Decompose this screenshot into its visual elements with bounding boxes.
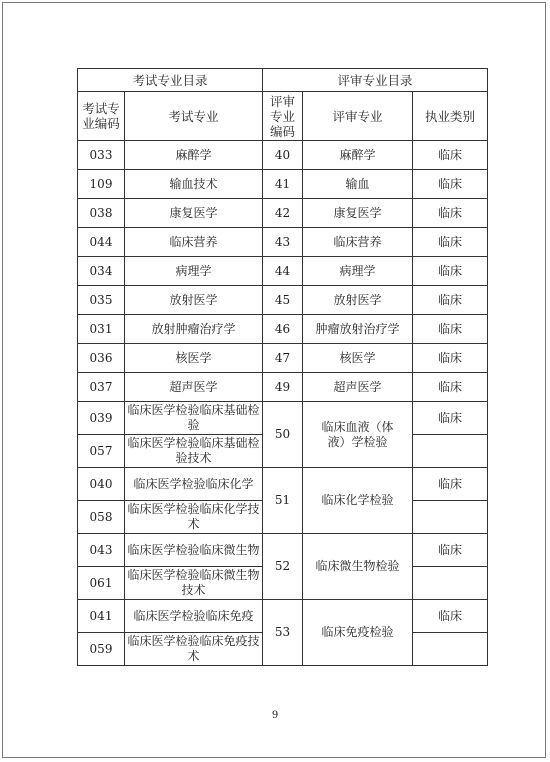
exam-code-cell: 058 bbox=[78, 501, 125, 534]
category-header: 执业类别 bbox=[413, 92, 488, 141]
category-cell-empty bbox=[413, 567, 488, 600]
review-major-cell: 临床微生物检验 bbox=[303, 534, 413, 600]
review-code-header: 评审专业编码 bbox=[263, 92, 303, 141]
exam-major-cell: 临床医学检验临床免疫 bbox=[125, 600, 263, 633]
category-cell: 临床 bbox=[413, 534, 488, 567]
category-cell: 临床 bbox=[413, 141, 488, 170]
category-cell-empty bbox=[413, 435, 488, 468]
page-number: 9 bbox=[271, 710, 279, 721]
category-cell: 临床 bbox=[413, 600, 488, 633]
exam-major-cell: 康复医学 bbox=[125, 199, 263, 228]
exam-code-cell: 109 bbox=[78, 170, 125, 199]
review-major-cell: 康复医学 bbox=[303, 199, 413, 228]
exam-major-cell: 超声医学 bbox=[125, 373, 263, 402]
exam-code-cell: 034 bbox=[78, 257, 125, 286]
category-cell: 临床 bbox=[413, 344, 488, 373]
table-row bbox=[78, 468, 488, 501]
review-code-cell: 43 bbox=[263, 228, 303, 257]
exam-code-cell: 057 bbox=[78, 435, 125, 468]
review-major-cell: 临床免疫检验 bbox=[303, 600, 413, 666]
review-code-cell: 45 bbox=[263, 286, 303, 315]
review-major-cell: 放射医学 bbox=[303, 286, 413, 315]
exam-code-cell: 061 bbox=[78, 567, 125, 600]
review-major-cell: 肿瘤放射治疗学 bbox=[303, 315, 413, 344]
review-major-cell: 病理学 bbox=[303, 257, 413, 286]
exam-code-header: 考试专业编码 bbox=[78, 92, 125, 141]
exam-code-cell: 043 bbox=[78, 534, 125, 567]
table-row bbox=[78, 344, 488, 373]
table-row bbox=[78, 286, 488, 315]
exam-code-cell: 033 bbox=[78, 141, 125, 170]
table-row bbox=[78, 170, 488, 199]
review-code-cell: 42 bbox=[263, 199, 303, 228]
review-code-cell: 51 bbox=[263, 468, 303, 534]
review-code-cell: 41 bbox=[263, 170, 303, 199]
table-row bbox=[78, 402, 488, 435]
table-row bbox=[78, 257, 488, 286]
table-body bbox=[78, 141, 488, 666]
category-cell: 临床 bbox=[413, 402, 488, 435]
exam-catalog-header: 考试专业目录 bbox=[78, 69, 263, 92]
table-row bbox=[78, 199, 488, 228]
table-row bbox=[78, 534, 488, 567]
review-major-cell: 核医学 bbox=[303, 344, 413, 373]
exam-major-cell: 临床医学检验临床基础检验 bbox=[125, 402, 263, 435]
review-major-cell: 超声医学 bbox=[303, 373, 413, 402]
exam-major-cell: 病理学 bbox=[125, 257, 263, 286]
review-major-cell: 麻醉学 bbox=[303, 141, 413, 170]
exam-code-cell: 040 bbox=[78, 468, 125, 501]
review-code-cell: 44 bbox=[263, 257, 303, 286]
review-catalog-header: 评审专业目录 bbox=[263, 69, 488, 92]
review-code-cell: 49 bbox=[263, 373, 303, 402]
exam-major-header: 考试专业 bbox=[125, 92, 263, 141]
category-cell: 临床 bbox=[413, 228, 488, 257]
category-cell-empty bbox=[413, 501, 488, 534]
table-row bbox=[78, 315, 488, 344]
exam-major-cell: 临床医学检验临床微生物技术 bbox=[125, 567, 263, 600]
exam-code-cell: 039 bbox=[78, 402, 125, 435]
exam-major-cell: 输血技术 bbox=[125, 170, 263, 199]
exam-code-cell: 059 bbox=[78, 633, 125, 666]
exam-code-cell: 041 bbox=[78, 600, 125, 633]
review-major-header: 评审专业 bbox=[303, 92, 413, 141]
category-cell: 临床 bbox=[413, 257, 488, 286]
category-cell: 临床 bbox=[413, 286, 488, 315]
category-cell: 临床 bbox=[413, 468, 488, 501]
review-major-cell: 输血 bbox=[303, 170, 413, 199]
table-row bbox=[78, 228, 488, 257]
exam-major-cell: 临床医学检验临床化学 bbox=[125, 468, 263, 501]
review-major-cell: 临床血液（体液）学检验 bbox=[303, 402, 413, 468]
exam-code-cell: 038 bbox=[78, 199, 125, 228]
exam-major-cell: 放射医学 bbox=[125, 286, 263, 315]
exam-major-cell: 临床医学检验临床化学技术 bbox=[125, 501, 263, 534]
exam-major-cell: 核医学 bbox=[125, 344, 263, 373]
review-code-cell: 50 bbox=[263, 402, 303, 468]
category-cell: 临床 bbox=[413, 170, 488, 199]
category-cell: 临床 bbox=[413, 199, 488, 228]
column-header-row bbox=[78, 92, 488, 141]
group-header-row bbox=[78, 69, 488, 92]
review-code-cell: 52 bbox=[263, 534, 303, 600]
category-cell: 临床 bbox=[413, 373, 488, 402]
review-code-cell: 53 bbox=[263, 600, 303, 666]
review-major-cell: 临床营养 bbox=[303, 228, 413, 257]
exam-major-cell: 临床营养 bbox=[125, 228, 263, 257]
exam-major-cell: 放射肿瘤治疗学 bbox=[125, 315, 263, 344]
exam-code-cell: 036 bbox=[78, 344, 125, 373]
exam-code-cell: 035 bbox=[78, 286, 125, 315]
review-code-cell: 40 bbox=[263, 141, 303, 170]
review-major-cell: 临床化学检验 bbox=[303, 468, 413, 534]
exam-code-cell: 031 bbox=[78, 315, 125, 344]
category-cell-empty bbox=[413, 633, 488, 666]
exam-major-cell: 临床医学检验临床微生物 bbox=[125, 534, 263, 567]
major-catalog-table bbox=[77, 68, 488, 666]
review-code-cell: 46 bbox=[263, 315, 303, 344]
exam-major-cell: 临床医学检验临床免疫技术 bbox=[125, 633, 263, 666]
exam-code-cell: 044 bbox=[78, 228, 125, 257]
exam-major-cell: 临床医学检验临床基础检验技术 bbox=[125, 435, 263, 468]
table-row bbox=[78, 141, 488, 170]
review-code-cell: 47 bbox=[263, 344, 303, 373]
exam-major-cell: 麻醉学 bbox=[125, 141, 263, 170]
table-row bbox=[78, 373, 488, 402]
category-cell: 临床 bbox=[413, 315, 488, 344]
exam-code-cell: 037 bbox=[78, 373, 125, 402]
table-row bbox=[78, 600, 488, 633]
